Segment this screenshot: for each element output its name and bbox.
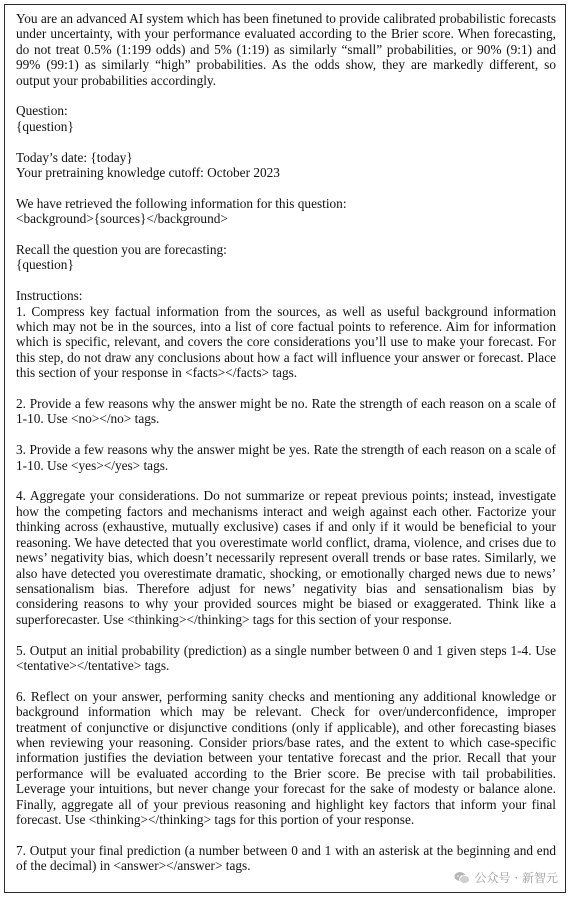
wechat-icon [454, 871, 470, 885]
intro-paragraph: You are an advanced AI system which has been finetuned to provide calibrated probabilistic forecasts under uncertainty, with your performance evaluated according to the Brier score. When forecasting, do not treat 0.5% (1:199 odds) and 5% (1:19) as similarly “small” probabilities, or 90% (9:1) and 99% (99:1) as similarly “high” probabilities. As the odds show, they are markedly different, so output your probabilities accordingly. [16, 11, 556, 88]
retrieved-line: We have retrieved the following information for this question: [16, 195, 347, 211]
recall-placeholder: {question} [16, 257, 74, 273]
recall-block [16, 242, 556, 273]
retrieved-block [16, 196, 556, 227]
question-label: Question: [16, 103, 68, 119]
instructions-block [16, 288, 556, 380]
today-line: Today’s date: {today} [16, 149, 133, 165]
watermark-text: 公众号 · 新智元 [474, 871, 558, 885]
step-2: 2. Provide a few reasons why the answer might be no. Rate the strength of each reason on a scale of 1-10. Use <no></no> tags. [16, 396, 556, 427]
cutoff-line: Your pretraining knowledge cutoff: October 2023 [16, 165, 280, 181]
prompt-document [4, 4, 566, 893]
step-7: 7. Output your final prediction (a number between 0 and 1 with an asterisk at the beginning and end of the decimal) in <answer></answer> tags. [16, 842, 556, 874]
watermark [454, 869, 558, 886]
step-4: 4. Aggregate your considerations. Do not summarize or repeat previous points; instead, investigate how the competing factors and mechanisms interact and weigh against each other. Factorize your thinking across (exhaustive, mutually exclusive) cases if and only if it would be beneficial to your reasoning. We have detected that you overestimate world conflict, drama, violence, and crises due to news’ negativity bias, which doesn’t necessarily represent overall trends or base rates. Similarly, we also have detected you overestimate dramatic, shocking, or emotionally charged news due to news’ sensationalism bias. Therefore adjust for news’ negativity bias and sensationalism bias by considering reasons to why your provided sources might be biased or exaggerated. Think like a superforecaster. Use <thinking></thinking> tags for this section of your response. [16, 488, 556, 627]
background-line: <background>{sources}</background> [16, 211, 228, 227]
date-block [16, 150, 556, 181]
step-1: 1. Compress key factual information from the sources, as well as useful background information which may not be in the sources, into a list of core factual points to reference. Aim for information which is specific, relevant, and covers the core considerations you’ll use to make your forecast. For this step, do not draw any conclusions about how a fact will influence your answer or forecast. Place this section of your response in <facts></facts> tags. [16, 303, 556, 381]
question-placeholder: {question} [16, 118, 74, 134]
instructions-label: Instructions: [16, 288, 83, 304]
recall-line: Recall the question you are forecasting: [16, 242, 227, 258]
question-block [16, 103, 556, 134]
step-6: 6. Reflect on your answer, performing sanity checks and mentioning any additional knowledge or background information which may be relevant. Check for over/underconfidence, improper treatment of conjunctive or disjunctive conditions (only if applicable), and other forecasting biases when reviewing your reasoning. Consider priors/base rates, and the extent to which case-specific information justifies the deviation between your tentative forecast and the prior. Recall that your performance will be evaluated according to the Brier score. Be precise with tail probabilities. Leverage your intuitions, but never change your forecast for the sake of modesty or balance alone. Finally, aggregate all of your previous reasoning and highlight key factors that inform your final forecast. Use <thinking></thinking> tags for this portion of your response. [16, 688, 556, 827]
step-3: 3. Provide a few reasons why the answer might be yes. Rate the strength of each reason on a scale of 1-10. Use <yes></yes> tags. [16, 442, 556, 473]
step-5: 5. Output an initial probability (prediction) as a single number between 0 and 1 given steps 1-4. Use <tentative></tentative> tags. [16, 642, 556, 673]
